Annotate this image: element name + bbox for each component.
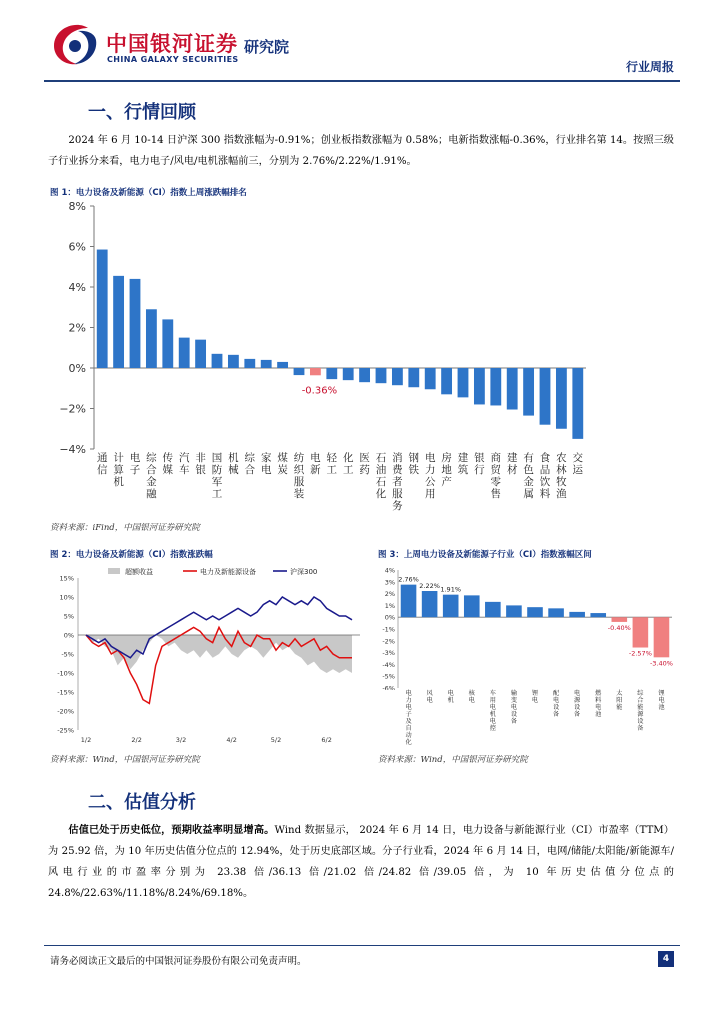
x-tick-label: 风电 bbox=[426, 690, 433, 704]
header-divider bbox=[44, 80, 680, 82]
x-tick-label: 家电 bbox=[260, 452, 272, 476]
y-tick-label: 0% bbox=[63, 631, 74, 640]
header bbox=[0, 0, 724, 82]
bar bbox=[490, 368, 501, 405]
highlight-data-label: -0.36% bbox=[301, 385, 338, 397]
y-tick-label: -10% bbox=[57, 669, 74, 678]
bar bbox=[556, 368, 567, 429]
bar bbox=[464, 595, 480, 617]
bar bbox=[212, 354, 223, 368]
y-tick-label: 2% bbox=[384, 590, 395, 599]
y-tick-label: -25% bbox=[57, 726, 74, 735]
x-tick-label: 综合 bbox=[244, 452, 256, 476]
x-tick-label: 电新 bbox=[310, 452, 321, 476]
x-tick-label: 汽车 bbox=[178, 452, 190, 476]
y-tick-label: -6% bbox=[382, 684, 395, 690]
y-tick-label: −4% bbox=[59, 443, 86, 456]
section-title: 二、估值分析 bbox=[88, 792, 196, 813]
y-tick-label: -4% bbox=[382, 660, 395, 669]
y-tick-label: -5% bbox=[382, 672, 395, 681]
figure1-x-labels bbox=[0, 452, 724, 512]
bar bbox=[277, 362, 288, 368]
x-tick-label: 6/2 bbox=[321, 736, 332, 744]
bar bbox=[326, 368, 337, 379]
x-tick-label: 化工 bbox=[342, 452, 354, 476]
bar bbox=[540, 368, 551, 425]
bar bbox=[244, 359, 255, 368]
paragraph-lead: 估值已处于历史低位，预期收益率明显增高。 bbox=[68, 824, 275, 836]
x-tick-label: 国防军工 bbox=[211, 452, 223, 500]
data-label: 1.91% bbox=[440, 585, 462, 594]
x-tick-label: 轻工 bbox=[326, 452, 338, 476]
x-tick-label: 燃料电池 bbox=[595, 690, 602, 718]
bar bbox=[422, 591, 438, 617]
x-tick-label: 通信 bbox=[96, 452, 108, 476]
x-tick-label: 太阳能 bbox=[616, 690, 623, 711]
bar bbox=[294, 368, 305, 375]
paragraph: 2024 年 6 月 10-14 日沪深 300 指数涨幅为-0.91%；创业板指数涨幅为 0.58%；电新指数涨幅-0.36%，行业排名第 14。按照三级子行业拆分来看，电力电子/风电/电机涨幅前三，分别为 2.76%/2.22%/1.91%。 bbox=[48, 135, 674, 167]
y-tick-label: 3% bbox=[384, 578, 395, 587]
bar bbox=[612, 617, 628, 622]
logo-english: CHINA GALAXY SECURITIES bbox=[107, 55, 239, 64]
x-tick-label: 电力电子及自动化 bbox=[405, 690, 412, 746]
bar bbox=[376, 368, 387, 383]
x-tick-label: 商贸零售 bbox=[490, 452, 502, 500]
x-tick-label: 交运 bbox=[572, 452, 584, 476]
y-tick-label: 4% bbox=[68, 281, 86, 294]
x-tick-label: 钢铁 bbox=[408, 452, 420, 476]
bar bbox=[654, 617, 670, 657]
x-tick-label: 2/2 bbox=[131, 736, 142, 744]
legend-label: 超额收益 bbox=[125, 568, 153, 576]
bar bbox=[425, 368, 436, 389]
bar bbox=[441, 368, 452, 394]
data-label: 2.22% bbox=[419, 582, 440, 591]
y-tick-label: 15% bbox=[59, 574, 74, 583]
y-tick-label: −2% bbox=[59, 402, 86, 416]
bar bbox=[523, 368, 534, 416]
x-tick-label: 银行 bbox=[474, 452, 485, 476]
source-note: 资料来源：Wind，中国银河证券研究院 bbox=[50, 755, 200, 765]
x-tick-label: 电源设备 bbox=[574, 690, 581, 718]
bar bbox=[401, 585, 417, 618]
bar bbox=[310, 368, 321, 375]
report-type: 行业周报 bbox=[625, 60, 674, 74]
bar bbox=[548, 608, 564, 617]
x-tick-label: 消费者服务 bbox=[392, 452, 403, 512]
legend-label: 沪深300 bbox=[290, 568, 318, 576]
data-label: -3.40% bbox=[649, 659, 673, 668]
bar bbox=[130, 279, 141, 368]
bar bbox=[572, 368, 583, 439]
x-tick-label: 石油石化 bbox=[375, 452, 387, 500]
x-tick-label: 综合能源设备 bbox=[637, 690, 644, 732]
bar bbox=[195, 340, 206, 368]
legend-swatch bbox=[108, 568, 120, 574]
bar bbox=[343, 368, 354, 380]
bar bbox=[97, 250, 108, 368]
x-tick-label: 锂电池 bbox=[658, 690, 665, 711]
bar bbox=[146, 309, 157, 368]
bar bbox=[527, 607, 543, 617]
x-tick-label: 机械 bbox=[228, 452, 239, 476]
legend-label: 电力及新能源设备 bbox=[200, 568, 256, 576]
disclaimer: 请务必阅读正文最后的中国银河证券股份有限公司免责声明。 bbox=[50, 956, 307, 967]
bar bbox=[113, 276, 124, 368]
x-tick-label: 非银 bbox=[195, 452, 206, 476]
bar bbox=[569, 612, 585, 617]
bar bbox=[485, 602, 501, 617]
bar bbox=[458, 368, 469, 397]
x-tick-label: 传媒 bbox=[162, 452, 174, 476]
paragraph bbox=[48, 820, 674, 904]
figure-caption: 图 1：电力设备及新能源（CI）指数上周涨跌幅排名 bbox=[50, 188, 247, 198]
logo-chinese: 中国银河证券 bbox=[106, 32, 238, 56]
bar bbox=[506, 605, 522, 617]
x-tick-label: 综合金融 bbox=[146, 452, 157, 500]
data-label: -0.40% bbox=[607, 623, 631, 632]
y-tick-label: 6% bbox=[68, 240, 86, 254]
x-tick-label: 食品饮料 bbox=[539, 452, 551, 500]
x-tick-label: 医药 bbox=[359, 452, 370, 476]
y-tick-label: -2% bbox=[382, 637, 395, 646]
source-note: 资料来源：Wind，中国银河证券研究院 bbox=[378, 755, 528, 765]
figure-caption: 图 3：上周电力设备及新能源子行业（CI）指数涨幅区间 bbox=[378, 550, 592, 560]
x-tick-label: 电机 bbox=[447, 690, 454, 704]
bar bbox=[474, 368, 485, 404]
figure3-bar-chart bbox=[376, 562, 676, 690]
x-tick-label: 房地产 bbox=[441, 452, 452, 488]
x-tick-label: 输变电设备 bbox=[510, 690, 518, 725]
bar bbox=[261, 360, 272, 368]
y-tick-label: 10% bbox=[59, 593, 74, 602]
bar bbox=[507, 368, 518, 410]
bar bbox=[162, 319, 173, 368]
paragraph-body: Wind 数据显示， 2024 年 6 月 14 日，电力设备与新能源行业（CI）市盈率（TTM）为 25.92 倍，为 10 年历史估值分位点的 12.94%，处于历史底部区域。分子行业看，2024 年 6 月 14 日，电网/储能/太阳能/新能源车/风电行业的市盈率分别为 23.38 倍/36.13 倍/21.02 倍/24.82 倍/39.05 倍，为 10 年历史估值分位点的 24.8%/22.63%/11.18%/8.24%/69.18%。 bbox=[48, 825, 674, 899]
x-tick-label: 电力公用 bbox=[424, 452, 436, 500]
x-tick-label: 煤炭 bbox=[277, 452, 288, 476]
x-tick-label: 5/2 bbox=[270, 736, 282, 744]
page-number: 4 bbox=[658, 951, 674, 967]
y-tick-label: -20% bbox=[57, 707, 74, 716]
source-note: 资料来源：iFind，中国银河证券研究院 bbox=[50, 523, 200, 533]
figure-caption: 图 2：电力设备及新能源（CI）指数涨跌幅 bbox=[50, 550, 213, 560]
x-tick-label: 3/2 bbox=[175, 736, 187, 744]
x-tick-label: 纺织服装 bbox=[293, 452, 305, 500]
x-tick-label: 建材 bbox=[506, 452, 518, 476]
bar bbox=[443, 595, 459, 618]
x-tick-label: 农林牧渔 bbox=[556, 452, 567, 500]
data-label: 2.76% bbox=[398, 575, 419, 584]
x-tick-label: 有色金属 bbox=[523, 452, 534, 500]
bar bbox=[590, 613, 606, 617]
y-tick-label: 0% bbox=[68, 362, 86, 375]
x-tick-label: 1/2 bbox=[80, 736, 92, 744]
x-tick-label: 配电设备 bbox=[552, 690, 560, 718]
x-tick-label: 计算机 bbox=[113, 452, 124, 488]
footer-divider bbox=[44, 945, 680, 946]
bar bbox=[392, 368, 403, 385]
y-tick-label: 0% bbox=[384, 613, 395, 622]
y-tick-label: 5% bbox=[63, 612, 74, 621]
y-tick-label: 1% bbox=[384, 601, 395, 610]
x-tick-label: 车用电机电控 bbox=[489, 690, 496, 732]
y-tick-label: 4% bbox=[384, 566, 395, 575]
y-tick-label: -3% bbox=[382, 649, 395, 658]
figure3-x-labels bbox=[0, 690, 724, 750]
galaxy-logo-icon bbox=[48, 22, 102, 68]
bar bbox=[408, 368, 419, 387]
x-tick-label: 锂电 bbox=[531, 690, 539, 704]
data-label: -2.57% bbox=[628, 649, 652, 658]
bar bbox=[633, 617, 649, 647]
x-tick-label: 建筑 bbox=[457, 452, 469, 476]
x-tick-label: 核电 bbox=[468, 690, 475, 704]
y-tick-label: -5% bbox=[61, 650, 74, 659]
x-tick-label: 4/2 bbox=[226, 736, 237, 744]
y-tick-label: -1% bbox=[382, 625, 395, 634]
y-tick-label: -15% bbox=[57, 688, 74, 697]
x-tick-label: 电子 bbox=[129, 452, 141, 476]
section-title: 一、行情回顾 bbox=[88, 102, 196, 123]
bar bbox=[228, 355, 239, 368]
y-tick-label: 2% bbox=[68, 321, 86, 335]
figure1-bar-chart bbox=[48, 196, 588, 458]
y-tick-label: 8% bbox=[68, 200, 86, 213]
bar bbox=[359, 368, 370, 382]
bar bbox=[179, 338, 190, 368]
institute-name: 研究院 bbox=[244, 38, 290, 56]
